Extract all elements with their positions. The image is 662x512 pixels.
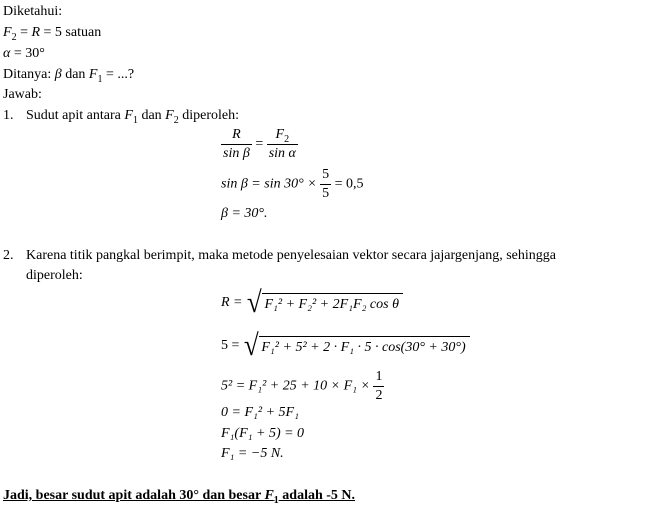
step2-text-line2: diperoleh:	[26, 268, 83, 283]
conclusion: Jadi, besar sudut apit adalah 30° dan besar $F_1$ adalah -5 N.	[3, 488, 356, 506]
sqrt-eq1: √ F₁² + F₂² + 2F₁F₂ cos θ	[246, 288, 403, 318]
given-alpha-line: α = 30°	[3, 46, 45, 61]
fraction-r-sinbeta: $\frac{R}{\text{sin β}}$	[223, 127, 250, 161]
step2-text-line1: Karena titik pangkal berimpit, maka metode penyelesaian vektor secara jajargenjang, sehingga	[26, 248, 556, 263]
step2-eq4: 0 = F₁² + 5F₁	[221, 405, 299, 420]
step1-eq1: $\frac{R}{\text{sin β}}$ = $\frac{F_2}{\text{sin α}}$	[223, 127, 296, 161]
step1-number: 1.	[3, 108, 14, 123]
step2-eq1: R = √ F₁² + F₂² + 2F₁F₂ cos θ	[221, 288, 403, 318]
answer-heading: Jawab:	[3, 87, 42, 102]
asked-line: Ditanya: β dan $F_1$ = ...?	[3, 67, 135, 85]
fraction-5-5: $\frac{5}{5}$	[322, 167, 330, 201]
step1-eq3: β = 30°.	[221, 206, 268, 221]
step2-eq2: 5 = √ F₁² + 5² + 2 · F₁ · 5 · cos(30° + 30°)	[221, 331, 470, 361]
step2-eq3: 5² = F₁² + 25 + 10 × F₁ × $\frac{1}{2}$	[221, 369, 383, 403]
fraction-1-2: $\frac{1}{2}$	[375, 369, 383, 403]
given-heading: Diketahui:	[3, 4, 63, 19]
step1-eq2: sin β = sin 30° × $\frac{5}{5}$ = 0,5	[221, 167, 364, 201]
step2-eq6: F₁ = −5 N.	[221, 446, 284, 461]
given-f2-line: $F_2 = R = 5$ satuan	[3, 25, 102, 43]
fraction-f2-sinalpha: $\frac{F_2}{\text{sin α}}$	[268, 127, 296, 161]
step1-text: Sudut apit antara $F_1$ dan $F_2$ diperoleh:	[26, 108, 239, 126]
sqrt-eq2: √ F₁² + 5² + 2 · F₁ · 5 · cos(30° + 30°)	[243, 331, 470, 361]
step2-number: 2.	[3, 248, 14, 263]
step2-eq5: F₁(F₁ + 5) = 0	[221, 426, 305, 441]
